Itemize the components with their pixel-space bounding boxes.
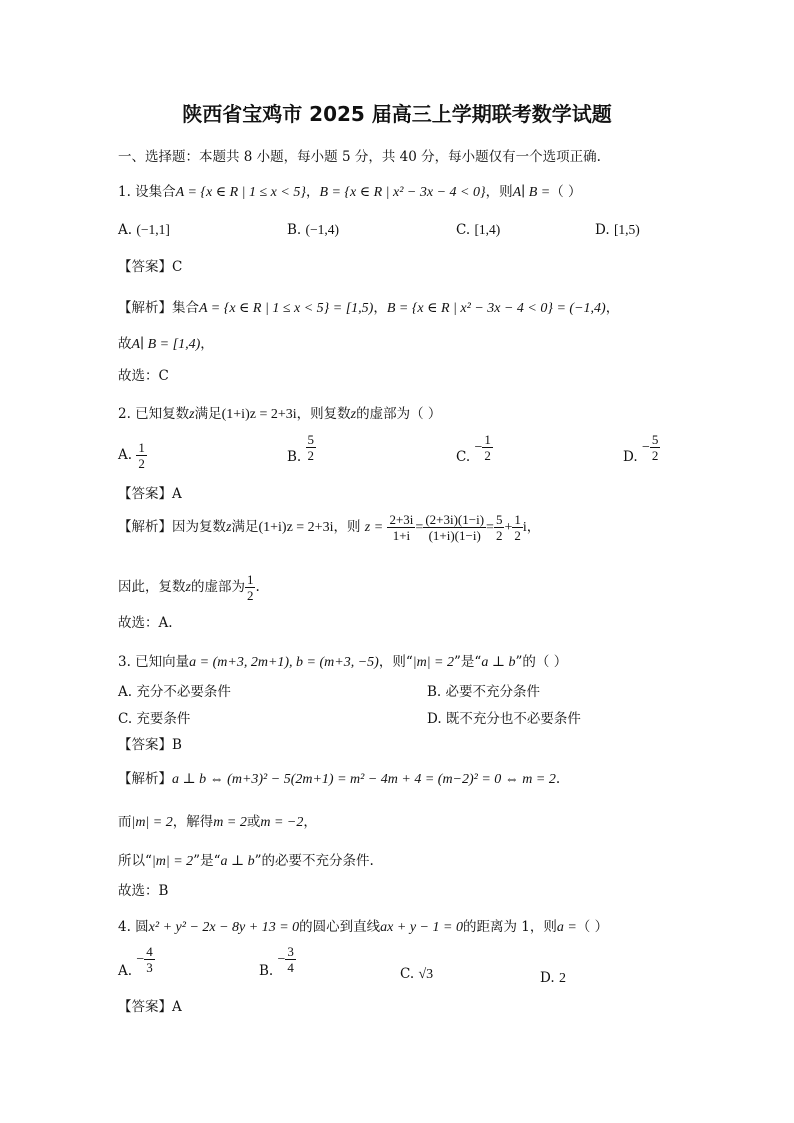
question-4 bbox=[118, 915, 608, 936]
q2-option-c-den: 2 bbox=[484, 448, 491, 463]
q1-option-d bbox=[595, 222, 640, 238]
q1-sol2-end: ， bbox=[200, 336, 214, 352]
q4-answer: 【答案】A bbox=[118, 999, 182, 1015]
q3-option-a: A. 充分不必要条件 bbox=[118, 684, 231, 700]
q2-eq2: = bbox=[486, 520, 494, 535]
q4-option-a-den: 3 bbox=[146, 960, 153, 975]
q1-sol2-pre: 故 bbox=[118, 336, 132, 352]
q3-sol3-end: ”的必要不充分条件. bbox=[254, 853, 374, 869]
q2-equation: (1+i)z = 2+3i bbox=[221, 407, 297, 422]
q4-option-a-num: 4 bbox=[146, 944, 153, 959]
q1-choose: 故选：C bbox=[118, 368, 169, 384]
q2-solution bbox=[118, 512, 540, 543]
q3-option-b: B. 必要不充分条件 bbox=[427, 684, 541, 700]
q3-sol2-cond: |m| = 2 bbox=[131, 815, 173, 830]
q3-solution-expr: a ⊥ b ⇔ (m+3)² − 5(2m+1) = m² − 4m + 4 = (m−2)² = 0 ⇔ m = 2 bbox=[172, 772, 556, 787]
q2-frac4 bbox=[512, 512, 523, 543]
q2-option-b-fraction bbox=[306, 432, 317, 463]
q2-option-b-label: B. bbox=[287, 449, 302, 465]
q2-option-a bbox=[118, 440, 147, 471]
q4-option-b bbox=[259, 944, 296, 979]
q1-solution-text: 集合 bbox=[172, 300, 199, 316]
q1-set-b: B = {x ∈ R | x² − 3x − 4 < 0} bbox=[319, 185, 486, 200]
q1-option-c bbox=[456, 222, 500, 238]
q2-option-a-den: 2 bbox=[138, 456, 145, 471]
q2-solution-label: 【解析】 bbox=[118, 519, 172, 535]
q1-option-a bbox=[118, 222, 170, 238]
q4-option-d-value: 2 bbox=[558, 971, 566, 986]
q3-sol2-m2: m = −2 bbox=[260, 815, 304, 830]
q2-solution-text1: 因为复数 bbox=[172, 519, 226, 535]
q3-sol2-pre: 而 bbox=[118, 814, 132, 830]
q3-solution-line2 bbox=[118, 810, 317, 831]
q2-option-a-label: A. bbox=[118, 447, 133, 463]
q4-option-a bbox=[118, 944, 155, 979]
q3-condition: |m| = 2 bbox=[412, 655, 455, 670]
q3-sol2-m1: m = 2 bbox=[213, 815, 247, 830]
q2-frac1 bbox=[387, 512, 415, 543]
q2-option-b bbox=[287, 432, 316, 463]
q2-option-d-sign: − bbox=[641, 440, 650, 455]
q3-perp: a ⊥ b bbox=[481, 655, 516, 670]
q4-mid: 的圆心到直线 bbox=[299, 919, 381, 935]
q3-choose: 故选：B bbox=[118, 883, 169, 899]
q1-solution-comma: ， bbox=[373, 300, 387, 316]
q4-option-d-label: D. bbox=[540, 970, 555, 986]
question-3 bbox=[118, 650, 567, 671]
q4-option-b-num: 3 bbox=[287, 944, 294, 959]
q2-option-d-label: D. bbox=[623, 449, 638, 465]
q1-answer: 【答案】C bbox=[118, 259, 183, 275]
q1-set-a: A = {x ∈ R | 1 ≤ x < 5} bbox=[175, 185, 306, 200]
q3-solution-end: . bbox=[555, 771, 561, 787]
q2-sol2-num: 1 bbox=[246, 572, 254, 587]
q2-frac2 bbox=[423, 512, 486, 543]
q2-sol2-den: 2 bbox=[246, 588, 254, 603]
q3-prefix: 3. 已知向量 bbox=[118, 654, 190, 670]
q2-option-a-num: 1 bbox=[138, 440, 145, 455]
q2-solution-text3: ，则 bbox=[333, 519, 361, 535]
q3-option-c: C. 充要条件 bbox=[118, 711, 191, 727]
q4-option-b-sign: − bbox=[277, 952, 286, 967]
q2-choose: 故选：A. bbox=[118, 615, 173, 631]
q2-frac2-den: (1+i)(1−i) bbox=[428, 528, 481, 543]
q2-plus: + bbox=[504, 520, 513, 535]
q2-frac1-den: 1+i bbox=[392, 528, 411, 543]
q2-option-d-fraction bbox=[650, 432, 661, 463]
q2-solution-line2 bbox=[118, 572, 260, 603]
q1-solution-label: 【解析】 bbox=[118, 300, 172, 316]
q4-option-b-den: 4 bbox=[287, 960, 294, 975]
q2-option-a-fraction bbox=[136, 440, 147, 471]
q1-option-d-value: [1,5) bbox=[613, 222, 640, 237]
q2-sol2-text2: 的虚部为 bbox=[190, 579, 245, 595]
q3-sol3-pre: 所以“ bbox=[118, 853, 152, 869]
q4-circle-equation: x² + y² − 2x − 8y + 13 = 0 bbox=[148, 920, 300, 935]
q4-option-c-label: C. bbox=[400, 966, 415, 982]
q3-solution-label: 【解析】 bbox=[118, 771, 172, 787]
q2-option-b-den: 2 bbox=[307, 448, 315, 463]
q2-z: z bbox=[189, 407, 195, 422]
q2-solution-text2: 满足 bbox=[231, 519, 259, 535]
q2-prefix: 2. 已知复数 bbox=[118, 406, 190, 422]
q1-solution-set-b: B = {x ∈ R | x² − 3x − 4 < 0} = (−1,4) bbox=[386, 301, 606, 316]
q1-prefix: 1. 设集合 bbox=[118, 184, 176, 200]
q2-frac3 bbox=[494, 512, 505, 543]
q2-frac2-num: (2+3i)(1−i) bbox=[425, 512, 485, 527]
q1-option-b-label: B. bbox=[287, 222, 302, 238]
q3-vectors: a = (m+3, 2m+1), b = (m+3, −5) bbox=[189, 655, 379, 670]
q2-solution-equation: (1+i)z = 2+3i bbox=[258, 520, 334, 535]
q4-a: a = bbox=[556, 920, 577, 935]
q2-frac4-den: 2 bbox=[514, 528, 521, 543]
q2-end: 的虚部为（ ） bbox=[356, 406, 442, 422]
q2-answer: 【答案】A bbox=[118, 486, 182, 502]
q1-solution bbox=[118, 296, 619, 317]
q3-mid: ，则“ bbox=[378, 654, 413, 670]
q4-option-b-fraction bbox=[285, 944, 296, 975]
q1-option-c-value: [1,4) bbox=[474, 222, 501, 237]
q4-option-c-value: √3 bbox=[418, 967, 434, 982]
q1-solution-end: ， bbox=[605, 300, 620, 316]
q2-imag-unit: i bbox=[522, 520, 527, 535]
q3-sol2-mid: ，解得 bbox=[172, 814, 214, 830]
q3-sol2-end: ， bbox=[303, 814, 317, 830]
q1-comma: ， bbox=[305, 184, 320, 200]
q2-sol2-fraction bbox=[245, 572, 256, 603]
q3-option-d: D. 既不充分也不必要条件 bbox=[427, 711, 581, 727]
q1-expr: A∣ B = bbox=[512, 185, 551, 200]
q4-option-a-sign: − bbox=[136, 952, 145, 967]
q2-option-c-num: 1 bbox=[484, 432, 491, 447]
q3-sol3-mid: ”是“ bbox=[193, 853, 221, 869]
q2-eq1: = bbox=[415, 520, 424, 535]
q2-solution-z: z bbox=[226, 520, 232, 535]
q2-mid: 满足 bbox=[194, 406, 222, 422]
q2-option-d bbox=[623, 432, 660, 463]
page-title: 陕西省宝鸡市 2025 届高三上学期联考数学试题 bbox=[182, 102, 612, 126]
q2-solution-end: ， bbox=[526, 519, 541, 535]
q4-line-equation: ax + y − 1 = 0 bbox=[380, 920, 463, 935]
q3-sol3-cond: |m| = 2 bbox=[151, 854, 194, 869]
q1-option-a-label: A. bbox=[118, 222, 133, 238]
section-header: 一、选择题：本题共 8 小题，每小题 5 分，共 40 分，每小题仅有一个选项正确. bbox=[118, 149, 601, 165]
q3-solution bbox=[118, 767, 560, 788]
q1-option-a-value: (−1,1] bbox=[136, 222, 170, 237]
q3-answer: 【答案】B bbox=[118, 737, 182, 753]
question-2 bbox=[118, 402, 441, 423]
q1-option-c-label: C. bbox=[456, 222, 471, 238]
q4-mid2: 的距离为 1，则 bbox=[462, 919, 557, 935]
q1-paren: （ ） bbox=[550, 184, 582, 200]
q4-option-c bbox=[400, 966, 433, 983]
q2-option-c-fraction bbox=[482, 432, 493, 463]
q2-solution-z-eq: z = bbox=[364, 520, 384, 535]
q4-prefix: 4. 圆 bbox=[118, 919, 149, 935]
q2-z2: z bbox=[350, 407, 357, 422]
q2-frac1-num: 2+3i bbox=[389, 512, 414, 527]
q1-mid: ，则 bbox=[485, 184, 513, 200]
q2-option-d-num: 5 bbox=[651, 432, 659, 447]
q3-sol3-perp: a ⊥ b bbox=[220, 854, 255, 869]
q3-sol2-or: 或 bbox=[246, 814, 261, 830]
q1-option-d-label: D. bbox=[595, 222, 610, 238]
q2-option-c-label: C. bbox=[456, 449, 471, 465]
q4-option-b-label: B. bbox=[259, 963, 274, 979]
q2-option-d-den: 2 bbox=[651, 448, 659, 463]
q2-sol2-z: z bbox=[185, 580, 191, 595]
q2-option-c bbox=[456, 432, 493, 463]
q3-mid2: ”是“ bbox=[454, 654, 482, 670]
q2-option-b-num: 5 bbox=[307, 432, 315, 447]
q1-solution-line2 bbox=[118, 332, 214, 353]
question-1 bbox=[118, 180, 582, 201]
q2-option-c-sign: − bbox=[474, 440, 483, 455]
q4-option-d bbox=[540, 970, 566, 987]
q1-option-b bbox=[287, 222, 339, 238]
q2-sol2-text: 因此，复数 bbox=[118, 579, 186, 595]
q4-option-a-fraction bbox=[144, 944, 155, 975]
q2-sol2-end: . bbox=[255, 579, 260, 595]
q2-frac3-den: 2 bbox=[495, 528, 503, 543]
q3-end: ”的（ ） bbox=[515, 654, 568, 670]
q1-solution-set-a: A = {x ∈ R | 1 ≤ x < 5} = [1,5) bbox=[199, 301, 374, 316]
q4-paren: （ ） bbox=[576, 919, 609, 935]
q4-option-a-label: A. bbox=[118, 963, 133, 979]
q2-mid2: ，则复数 bbox=[296, 406, 351, 422]
q1-sol2-expr: A∣ B = [1,4) bbox=[131, 337, 201, 352]
q2-frac4-num: 1 bbox=[514, 512, 521, 527]
q3-solution-line3 bbox=[118, 849, 374, 870]
q2-frac3-num: 5 bbox=[495, 512, 503, 527]
q1-option-b-value: (−1,4) bbox=[305, 222, 339, 237]
